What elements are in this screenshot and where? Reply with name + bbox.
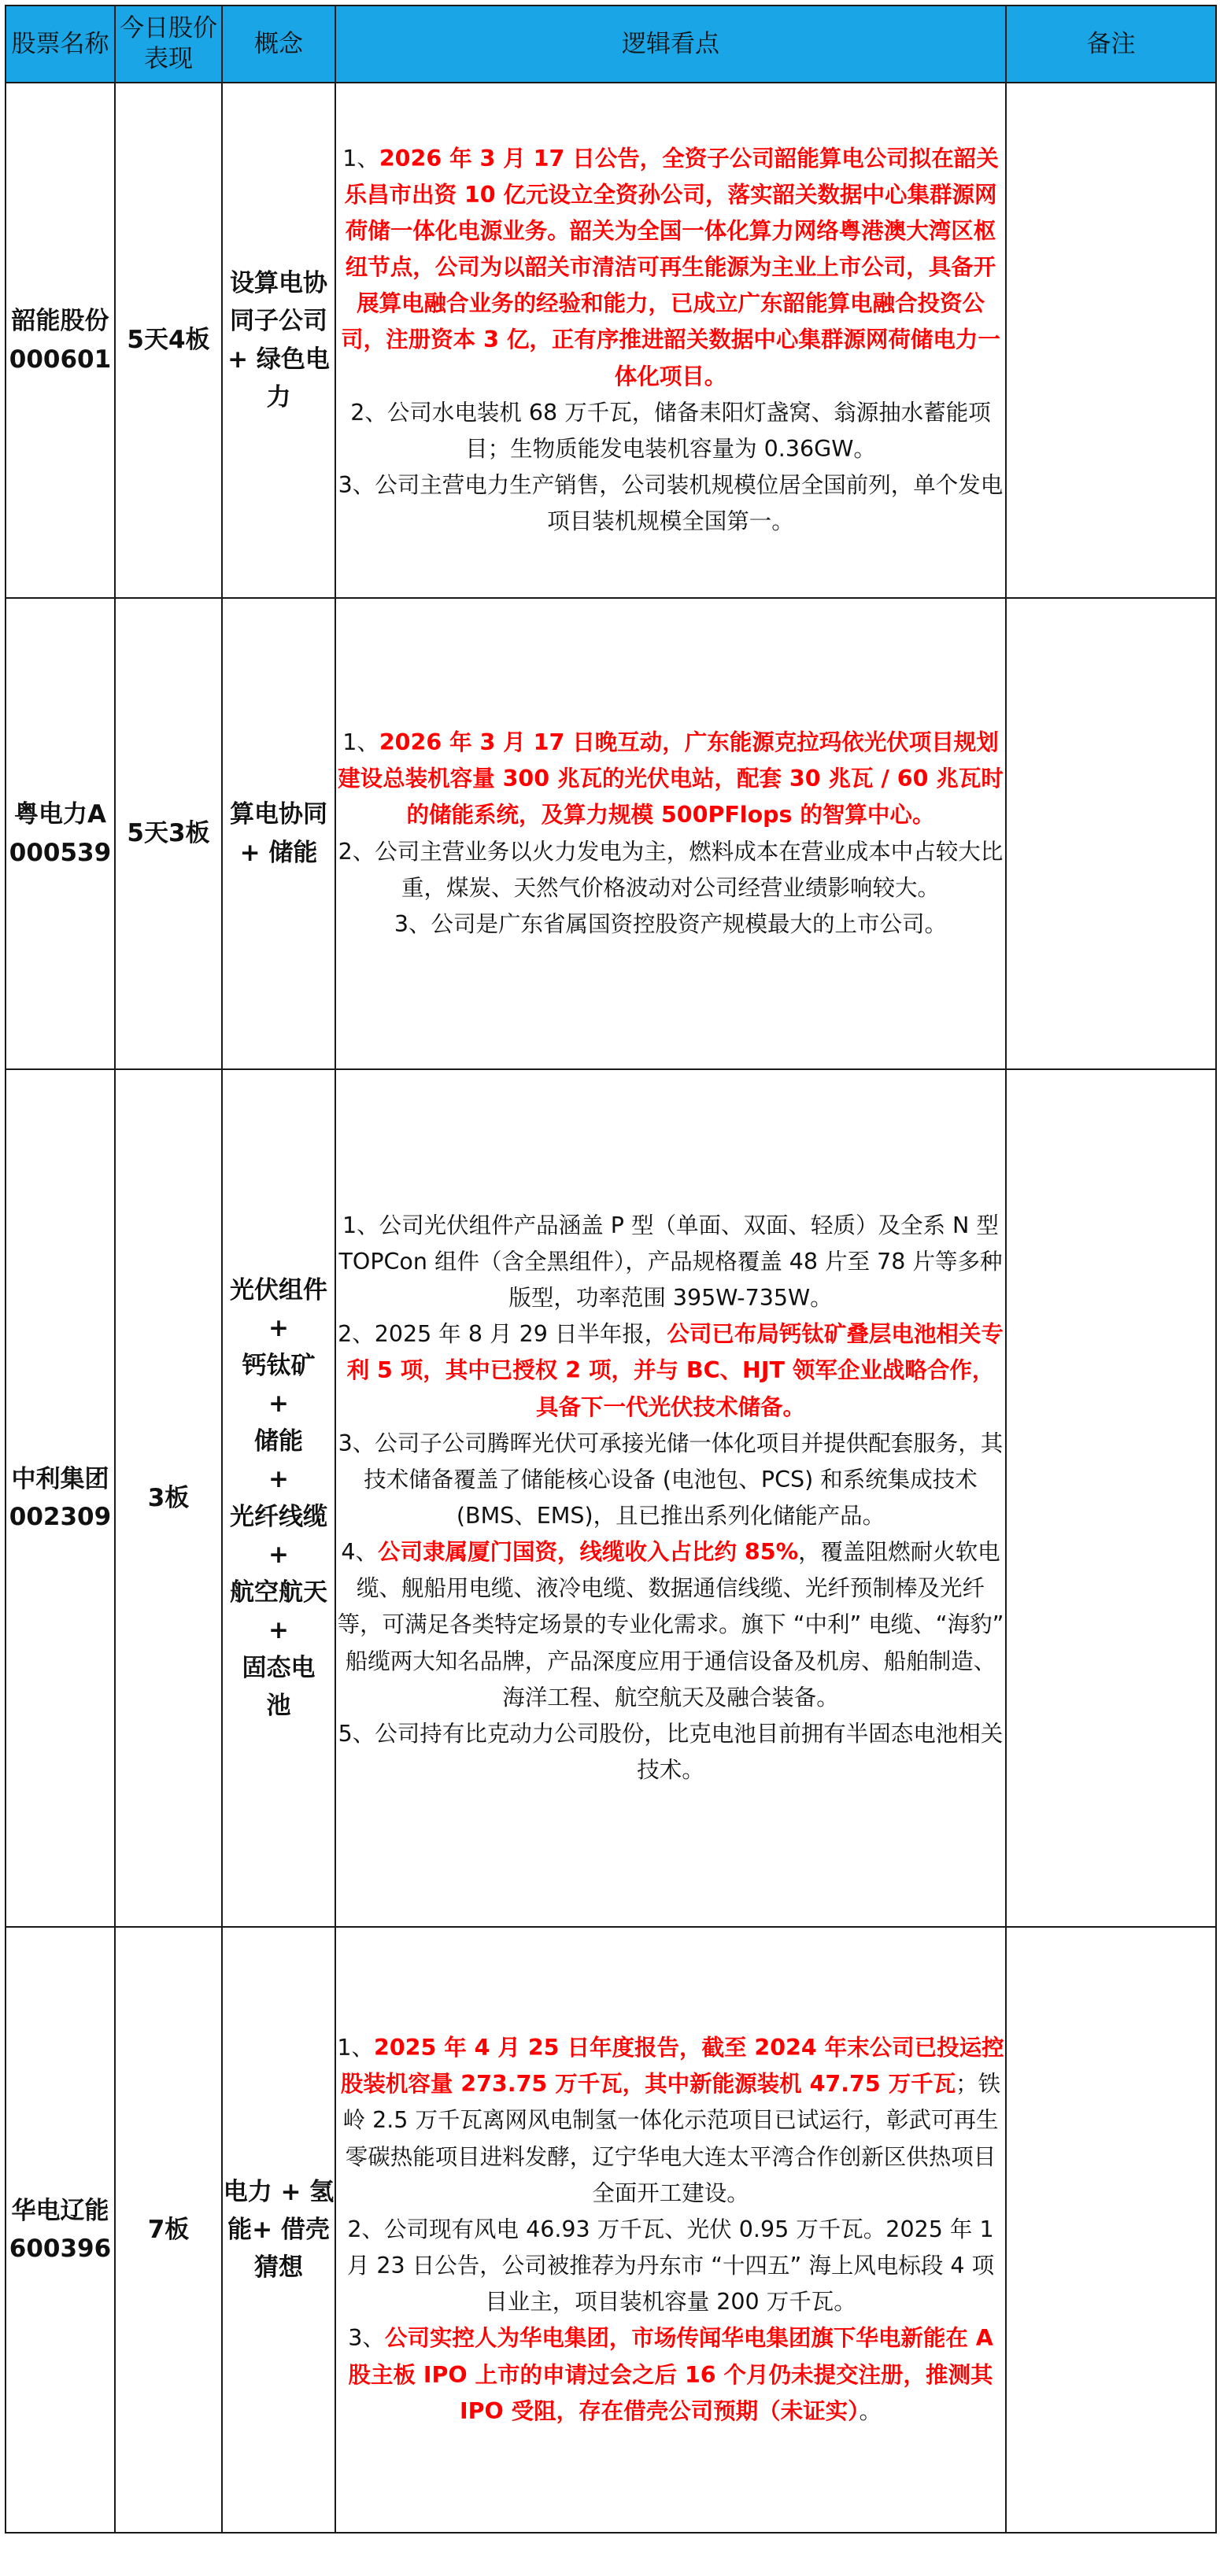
logic-text: ，覆盖阻燃耐火软电缆、舰船用电缆、液冷电缆、数据通信线缆、光纤预制棒及光纤等，可满足各类特定场景的专业化需求。旗下 “中利” 电缆、“海豹” 船缆两大知名品牌，产品深度应用于通信设备及机房、船舶制造、海洋工程、航空航天及融合装备。 — [337, 1539, 1004, 1711]
highlight-text: 2025 年 4 月 25 日年度报告，截至 2024 年末公司已投运控股装机容量 273.75 万千瓦，其中新能源装机 47.75 万千瓦 — [340, 2035, 1004, 2098]
stock-name: 粤电力A — [14, 800, 106, 829]
logic-point — [336, 1716, 1005, 1788]
note-cell — [1006, 598, 1216, 1069]
logic-point — [336, 2030, 1005, 2212]
concept-cell: 算电协同 + 储能 — [222, 598, 335, 1069]
logic-text: 1、 — [337, 2035, 375, 2061]
logic-point — [336, 906, 1005, 943]
stock-name: 韶能股份 — [11, 307, 109, 336]
logic-text: 2、公司现有风电 46.93 万千瓦、光伏 0.95 万千瓦。2025 年 1 月 23 日公告，公司被推荐为丹东市 “十四五” 海上风电标段 4 项目业主，项目装机容量 200 万千瓦。 — [346, 2216, 995, 2316]
stock-code: 000601 — [9, 345, 112, 374]
logic-text: 2、公司主营业务以火力发电为主，燃料成本在营业成本中占较大比重，煤炭、天然气价格波动对公司经营业绩影响较大。 — [338, 838, 1004, 901]
concept-line: 航空航天 — [230, 1578, 327, 1607]
logic-point — [336, 1208, 1005, 1316]
concept-line: 光伏组件 — [230, 1275, 327, 1305]
concept-line: + — [268, 1616, 289, 1645]
price-performance: 5天3板 — [115, 598, 222, 1069]
header-price-performance: 今日股价表现 — [115, 6, 222, 83]
header-stock-name: 股票名称 — [6, 6, 115, 83]
logic-cell — [335, 598, 1006, 1069]
logic-text: 3、公司主营电力生产销售，公司装机规模位居全国前列，单个发电项目装机规模全国第一。 — [338, 472, 1004, 535]
table-row — [6, 83, 1216, 598]
logic-point — [336, 1426, 1005, 1534]
highlight-text: 2026 年 3 月 17 日公告，全资子公司韶能算电公司拟在韶关乐昌市出资 10 亿元设立全资孙公司，落实韶关数据中心集群源网荷储一体化电源业务。韶关为全国一体化算力网络粤港澳大湾区枢纽节点，公司为以韶关市清洁可再生能源为主业上市公司，具备开展算电融合业务的经验和能力，已成立广东韶能算电融合投资公司，注册资本 3 亿，正有序推进韶关数据中心集群源网荷储电力一体化项目。 — [341, 145, 1000, 389]
logic-point — [336, 2212, 1005, 2320]
logic-point — [336, 725, 1005, 833]
concept-line: + — [268, 1464, 289, 1493]
logic-text: 5、公司持有比克动力公司股份，比克电池目前拥有半固态电池相关技术。 — [338, 1720, 1004, 1784]
note-cell — [1006, 83, 1216, 598]
stock-cell — [6, 1069, 115, 1927]
logic-point — [336, 141, 1005, 395]
note-cell — [1006, 1069, 1216, 1927]
concept-line: + — [268, 1541, 289, 1570]
stock-cell — [6, 1927, 115, 2533]
logic-text: 1、 — [342, 729, 379, 756]
header-notes: 备注 — [1006, 6, 1216, 83]
stock-cell — [6, 83, 115, 598]
concept-line: 池 — [266, 1692, 291, 1721]
table-row — [6, 598, 1216, 1069]
logic-cell — [335, 1927, 1006, 2533]
logic-text: 。 — [859, 2397, 882, 2424]
concept-line: + — [268, 1389, 289, 1418]
header-row — [6, 6, 1216, 83]
stock-cell — [6, 598, 115, 1069]
header-concept: 概念 — [222, 6, 335, 83]
price-performance: 5天4板 — [115, 83, 222, 598]
concept-cell — [222, 1069, 335, 1927]
concept-cell: 设算电协同子公司 + 绿色电力 — [222, 83, 335, 598]
stock-code: 002309 — [9, 1503, 112, 1531]
concept-line: 储能 — [254, 1426, 303, 1456]
concept-line: 固态电 — [242, 1654, 316, 1683]
table-row — [6, 1927, 1216, 2533]
note-cell — [1006, 1927, 1216, 2533]
price-performance: 7板 — [115, 1927, 222, 2533]
price-performance: 3板 — [115, 1069, 222, 1927]
stock-code: 000539 — [9, 838, 112, 867]
logic-text: 3、公司子公司腾晖光伏可承接光储一体化项目并提供配套服务，其技术储备覆盖了储能核心设备 (电池包、PCS) 和系统集成技术 (BMS、EMS)，且已推出系列化储能产品。 — [338, 1430, 1004, 1529]
logic-cell — [335, 83, 1006, 598]
highlight-text: 公司隶属厦门国资，线缆收入占比约 85% — [377, 1539, 799, 1566]
stock-name: 中利集团 — [11, 1464, 109, 1493]
logic-text: 3、 — [348, 2325, 385, 2352]
logic-text: 3、公司是广东省属国资控股资产规模最大的上市公司。 — [394, 910, 948, 937]
logic-point — [336, 395, 1005, 467]
highlight-text: 2026 年 3 月 17 日晚互动，广东能源克拉玛依光伏项目规划建设总装机容量 300 兆瓦的光伏电站，配套 30 兆瓦 / 60 兆瓦时的储能系统，及算力规模 500PFlops 的智算中心。 — [338, 729, 1004, 829]
logic-point — [336, 1534, 1005, 1716]
logic-text: 2、2025 年 8 月 29 日半年报， — [338, 1321, 667, 1348]
highlight-text: 公司实控人为华电集团，市场传闻华电集团旗下华电新能在 A 股主板 IPO 上市的申请过会之后 16 个月仍未提交注册，推测其 IPO 受阻，存在借壳公司预期（未证实） — [348, 2325, 993, 2424]
highlight-text: 公司已布局钙钛矿叠层电池相关专利 5 项，其中已授权 2 项，并与 BC、HJT 领军企业战略合作，具备下一代光伏技术储备。 — [346, 1321, 1004, 1420]
logic-text: 1、公司光伏组件产品涵盖 P 型（单面、双面、轻质）及全系 N 型 TOPCon 组件（含全黑组件），产品规格覆盖 48 片至 78 片等多种版型，功率范围 395W-735W。 — [338, 1212, 1003, 1312]
stock-table — [5, 5, 1217, 2534]
logic-text: ；铁岭 2.5 万千瓦离网风电制氢一体化示范项目已试运行，彰武可再生零碳热能项目进料发酵，辽宁华电大连太平湾合作创新区供热项目全面开工建设。 — [342, 2071, 1001, 2206]
stock-name: 华电辽能 — [11, 2196, 109, 2225]
logic-text: 1、 — [342, 145, 379, 172]
concept-cell: 电力 + 氢能+ 借壳猜想 — [222, 1927, 335, 2533]
concept-line: + — [268, 1313, 289, 1342]
logic-point — [336, 1316, 1005, 1425]
concept-line: 光纤线缆 — [230, 1503, 327, 1531]
logic-point — [336, 467, 1005, 540]
logic-text: 4、 — [341, 1539, 378, 1566]
logic-text: 2、公司水电装机 68 万千瓦，储备耒阳灯盏窝、翁源抽水蓄能项目；生物质能发电装机容量为 0.36GW。 — [350, 399, 991, 462]
table-row — [6, 1069, 1216, 1927]
concept-line: 钙钛矿 — [242, 1351, 316, 1380]
logic-point — [336, 834, 1005, 906]
header-logic: 逻辑看点 — [335, 6, 1006, 83]
logic-cell — [335, 1069, 1006, 1927]
stock-code: 600396 — [9, 2235, 112, 2263]
logic-point — [336, 2320, 1005, 2429]
